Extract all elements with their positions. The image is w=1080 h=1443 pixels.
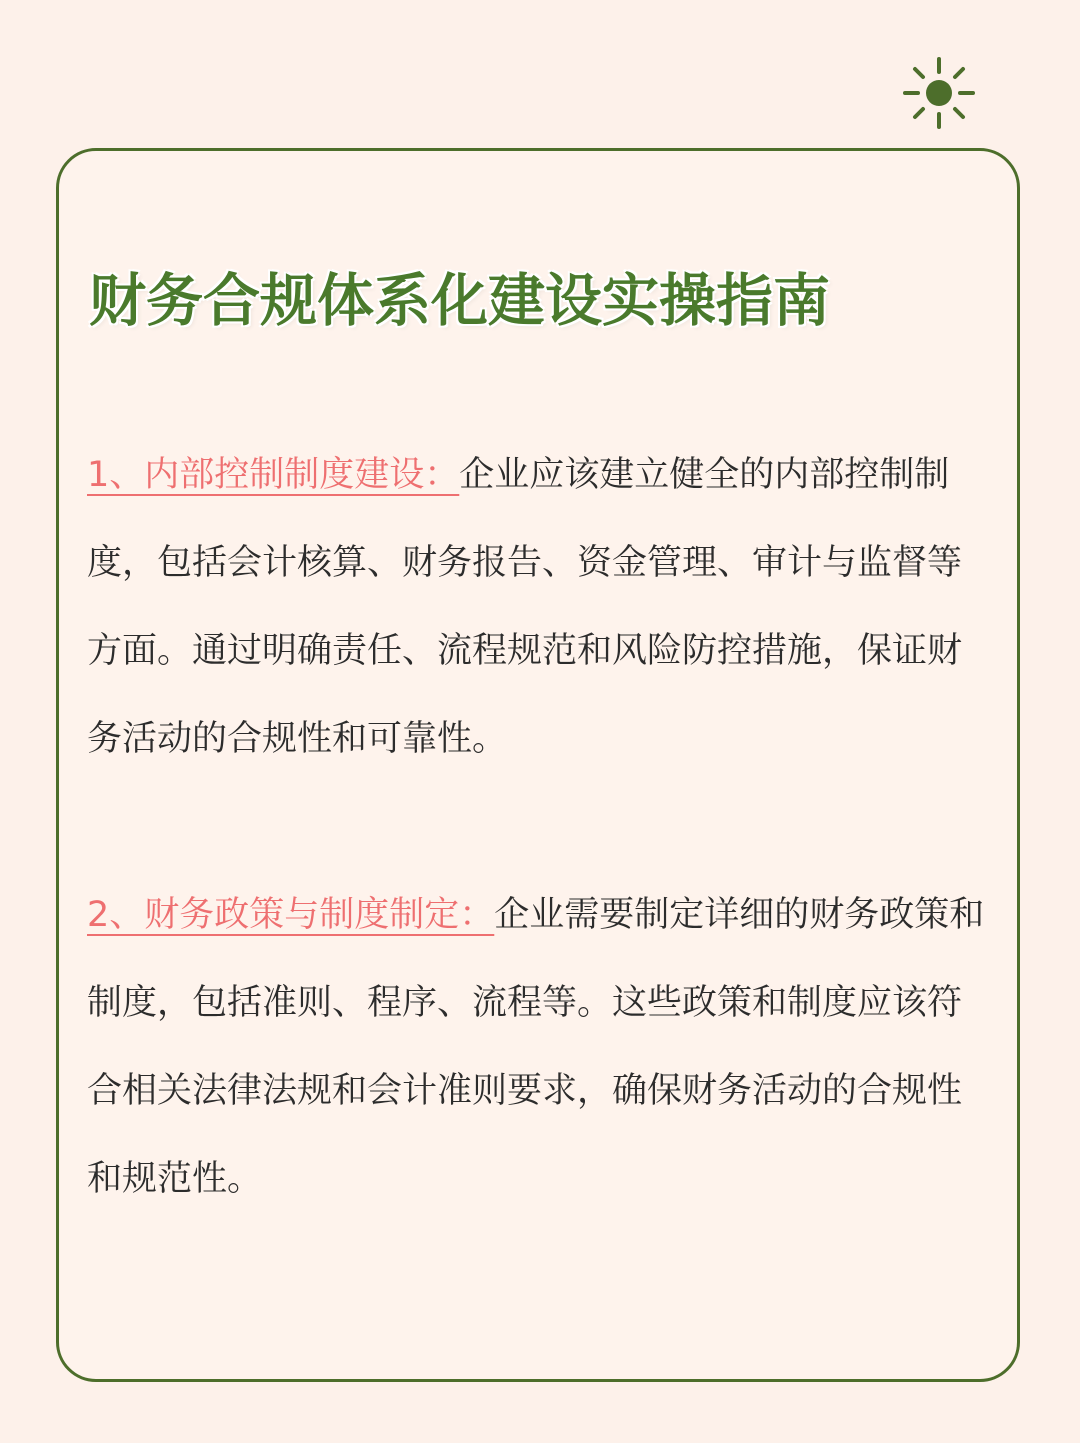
section-heading: 2、财务政策与制度制定： [87, 895, 495, 935]
content-card [56, 148, 1020, 1382]
section-body: 企业应该建立健全的内部控制制度，包括会计核算、财务报告、资金管理、审计与监督等方面。通过明确责任、流程规范和风险防控措施，保证财务活动的合规性和可靠性。 [87, 455, 963, 759]
section-internal-control [87, 431, 992, 783]
section-heading: 1、内部控制制度建设： [87, 455, 460, 495]
section-financial-policy [87, 871, 992, 1223]
sun-icon [902, 56, 976, 130]
page-title: 财务合规体系化建设实操指南 [89, 268, 830, 334]
section-body: 企业需要制定详细的财务政策和制度，包括准则、程序、流程等。这些政策和制度应该符合相关法律法规和会计准则要求，确保财务活动的合规性和规范性。 [87, 895, 985, 1199]
